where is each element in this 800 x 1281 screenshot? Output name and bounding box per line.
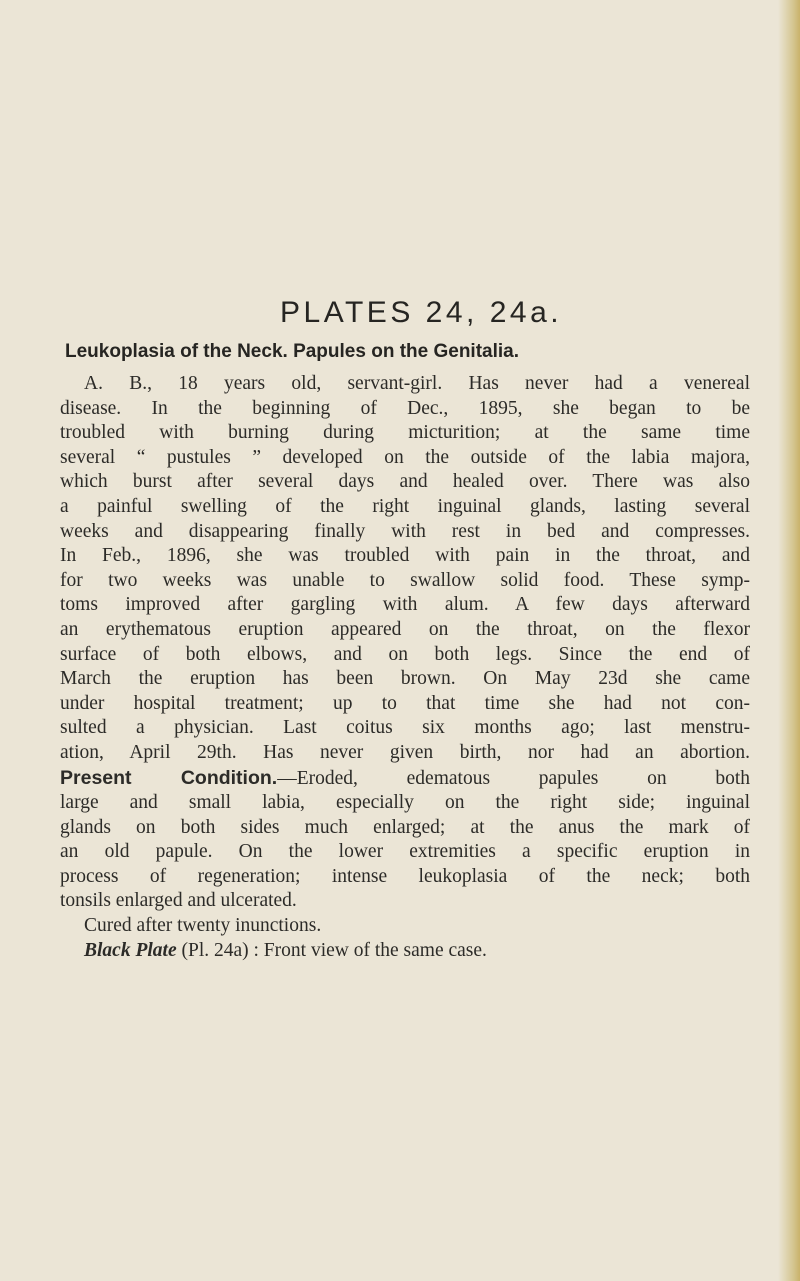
page-title: PLATES 24, 24a. xyxy=(280,296,563,329)
present-condition-line xyxy=(60,766,750,792)
text-line: In Feb., 1896, she was troubled with pain in the throat, and xyxy=(60,545,750,567)
page-subtitle: Leukoplasia of the Neck. Papules on the Genitalia. xyxy=(65,341,520,362)
page-edge-shadow xyxy=(778,0,800,1281)
text-line: an old papule. On the lower extremities a specific eruption in xyxy=(60,841,750,863)
text-line: process of regeneration; intense leukoplasia of the neck; both xyxy=(60,865,750,887)
black-plate-text: (Pl. 24a) : Front view of the same case. xyxy=(176,939,487,961)
text-line: tonsils enlarged and ulcerated. xyxy=(60,890,297,912)
text-line: troubled with burning during micturition; at the same time xyxy=(60,422,750,444)
text-line: disease. In the beginning of Dec., 1895, she began to be xyxy=(60,397,750,419)
present-condition-label: Present Condition. xyxy=(60,766,278,789)
text-line: which burst after several days and healed over. There was also xyxy=(60,471,750,493)
text-line: for two weeks was unable to swallow solid food. These symp- xyxy=(60,569,750,591)
text-line: large and small labia, especially on the right side; inguinal xyxy=(60,792,750,814)
text-line: A. B., 18 years old, servant-girl. Has never had a venereal xyxy=(84,373,750,394)
present-condition-text: —Eroded, edematous papules on both xyxy=(277,767,751,789)
cured-line: Cured after twenty inunctions. xyxy=(84,915,322,937)
text-line: glands on both sides much enlarged; at the anus the mark of xyxy=(60,816,750,838)
black-plate-label: Black Plate xyxy=(84,939,177,961)
text-line: ation, April 29th. Has never given birth, nor had an abortion. xyxy=(60,741,750,763)
text-line: several “ pustules ” developed on the outside of the labia majora, xyxy=(60,446,750,468)
text-line: weeks and disappearing finally with rest in bed and compresses. xyxy=(60,520,750,542)
black-plate-line xyxy=(60,939,750,964)
text-line: under hospital treatment; up to that time she had not con- xyxy=(60,692,750,714)
text-line: sulted a physician. Last coitus six months ago; last menstru- xyxy=(60,717,750,739)
text-line: toms improved after gargling with alum. A few days afterward xyxy=(60,594,750,616)
case-text xyxy=(60,372,750,963)
text-line: a painful swelling of the right inguinal glands, lasting several xyxy=(60,495,750,517)
text-line: March the eruption has been brown. On May 23d she came xyxy=(60,668,750,690)
text-line: an erythematous eruption appeared on the throat, on the flexor xyxy=(60,618,750,640)
text-line: surface of both elbows, and on both legs. Since the end of xyxy=(60,643,750,665)
